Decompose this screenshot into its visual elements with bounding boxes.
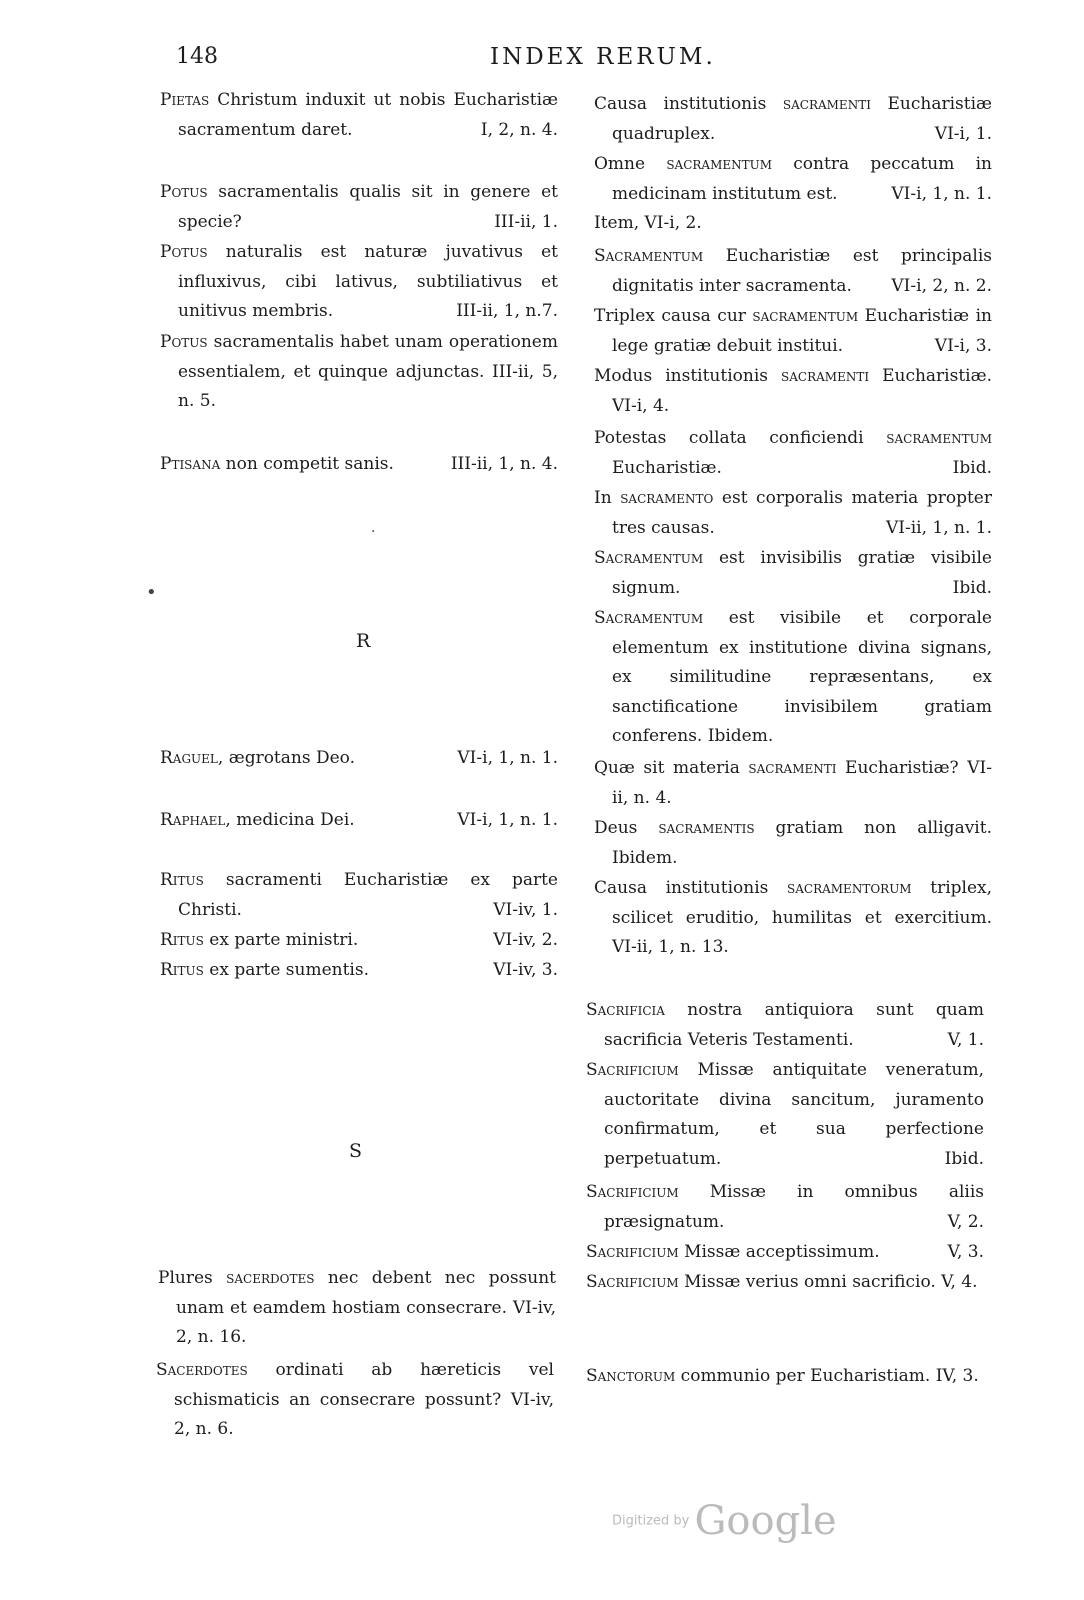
entry-head: sacramenti xyxy=(748,758,837,778)
page-number: 148 xyxy=(176,44,218,69)
index-entry-ritus-2 xyxy=(160,926,558,956)
entry-text: est corporalis materia propter tres causas. xyxy=(612,488,992,538)
entry-reference: III-ii, 1, n.7. xyxy=(456,301,558,321)
index-entry-sacrificium-praesignatum xyxy=(586,1178,984,1237)
entry-text: Missæ verius omni sacrificio. V, 4. xyxy=(678,1272,978,1292)
index-entry-potus-3 xyxy=(160,328,558,417)
google-logo: Google xyxy=(694,1498,837,1544)
entry-prefix: Triplex causa cur xyxy=(594,306,753,326)
entry-text: Eucharistiæ. VI-i, 4. xyxy=(612,366,992,416)
index-entry-potus-1 xyxy=(160,178,558,237)
index-entry-plures-sacerdotes xyxy=(158,1264,556,1353)
entry-head: Sacrificium xyxy=(586,1060,679,1080)
entry-prefix: Deus xyxy=(594,818,659,838)
entry-text: contra peccatum in medicinam institutum est. xyxy=(612,154,992,204)
entry-head: sacramentorum xyxy=(787,878,912,898)
entry-head: Potus xyxy=(160,182,208,202)
index-entry-potestas xyxy=(594,424,992,483)
index-entry-ritus-3 xyxy=(160,956,558,986)
entry-head: Ritus xyxy=(160,870,204,890)
entry-head: sacramentum xyxy=(752,306,859,326)
entry-head: sacramentum xyxy=(666,154,773,174)
entry-text: Missæ in omnibus aliis præsignatum. xyxy=(604,1182,984,1232)
index-entry-sacrificium-verius xyxy=(586,1268,984,1298)
index-entry-causa-sacramentorum xyxy=(594,874,992,963)
entry-head: Sacrificium xyxy=(586,1272,679,1292)
entry-text: est visibile et corporale elementum ex institutione divina signans, ex similitudine repræsentans, ex sanctificatione invisibilem gratiam conferens. Ibidem. xyxy=(612,608,992,746)
index-entry-ritus-1 xyxy=(160,866,558,925)
entry-head: sacramenti xyxy=(782,94,871,114)
entry-text: , medicina Dei. xyxy=(225,810,355,830)
digitized-by-watermark xyxy=(612,1498,837,1544)
entry-reference: VI-i, 3. xyxy=(934,335,992,356)
entry-reference: V, 1. xyxy=(947,1029,984,1050)
entry-reference: I, 2, n. 4. xyxy=(480,119,558,140)
index-entry-pietas xyxy=(160,86,558,145)
entry-prefix: Omne xyxy=(594,154,667,174)
entry-text: Eucharistiæ quadruplex. xyxy=(612,94,993,144)
index-entry-raguel xyxy=(160,744,558,774)
entry-reference: VI-i, 2, n. 2. xyxy=(891,275,992,296)
entry-head: sacramento xyxy=(620,488,714,508)
entry-reference: VI-i, 1, n. 1. xyxy=(457,810,558,830)
entry-head: Sanctorum xyxy=(586,1366,676,1386)
entry-text: ordinati ab hæreticis vel schismaticis an consecrare possunt? VI-iv, 2, n. 6. xyxy=(174,1360,554,1439)
entry-text: ex parte sumentis. xyxy=(203,960,369,980)
entry-reference: VI-i, 1, n. 1. xyxy=(891,183,992,204)
entry-head: Raphael xyxy=(160,810,226,830)
entry-head: Potus xyxy=(160,332,208,352)
entry-head: Sacerdotes xyxy=(156,1360,248,1380)
digitized-by-label: Digitized by xyxy=(612,1513,690,1529)
entry-text: non competit sanis. xyxy=(220,454,394,474)
index-entry-raphael xyxy=(160,806,558,836)
entry-prefix: In xyxy=(594,488,621,508)
index-entry-triplex-causa xyxy=(594,302,992,361)
entry-head: Raguel xyxy=(160,748,218,768)
section-letter-r: R xyxy=(356,630,371,652)
entry-reference: III-ii, 1, n. 4. xyxy=(450,454,558,474)
index-entry-omne-sacramentum xyxy=(594,150,992,239)
entry-prefix: Causa institutionis xyxy=(594,94,783,114)
index-entry-deus-sacramentis xyxy=(594,814,992,873)
entry-text: Eucharistiæ in lege gratiæ debuit institui. xyxy=(612,306,992,356)
entry-continuation: Item, VI-i, 2. xyxy=(594,213,702,233)
index-entry-potus-2 xyxy=(160,238,558,327)
entry-text: , ægrotans Deo. xyxy=(217,748,356,768)
entry-head: Sacramentum xyxy=(594,246,704,266)
entry-text: sacramenti Eucharistiæ ex parte Christi. xyxy=(178,870,558,920)
index-entry-causa-institutionis xyxy=(594,90,992,149)
entry-head: Ritus xyxy=(160,930,204,950)
entry-reference: VI-i, 1, n. 1. xyxy=(457,748,558,768)
index-entry-sanctorum xyxy=(586,1362,984,1392)
entry-text: nostra antiquiora sunt quam sacrificia Veteris Testamenti. xyxy=(604,1000,984,1050)
index-entry-quae-sit-materia xyxy=(594,754,992,813)
entry-head: Potus xyxy=(160,242,208,262)
entry-reference: VI-i, 1. xyxy=(934,123,992,144)
entry-text: ex parte ministri. xyxy=(203,930,359,950)
entry-reference: III-ii, 1. xyxy=(494,211,558,232)
entry-head: sacramentis xyxy=(658,818,755,838)
entry-text: Christum induxit ut nobis Eucharistiæ sacramentum daret. xyxy=(178,90,558,140)
entry-text: Eucharistiæ. xyxy=(612,457,722,478)
entry-text: gratiam non alligavit. Ibidem. xyxy=(612,818,992,868)
entry-head: Pietas xyxy=(160,90,210,110)
entry-text: triplex, scilicet eruditio, humilitas et exercitium. VI-ii, 1, n. 13. xyxy=(612,878,992,957)
index-entry-sacrificium-acceptissimum xyxy=(586,1238,984,1268)
entry-head: Sacrificium xyxy=(586,1182,679,1202)
index-entry-modus-institutionis xyxy=(594,362,992,421)
section-letter-s: S xyxy=(349,1140,363,1162)
index-entry-ptisana xyxy=(160,450,558,480)
entry-reference: V, 2. xyxy=(947,1211,984,1232)
entry-reference: VI-ii, 1, n. 1. xyxy=(885,517,992,538)
entry-text: est invisibilis gratiæ visibile signum. xyxy=(612,548,992,598)
entry-head: sacramenti xyxy=(781,366,870,386)
entry-text: naturalis est naturæ juvativus et influxivus, cibi lativus, subtiliativus et unitivus membris. xyxy=(178,242,558,321)
entry-head: Sacramentum xyxy=(594,608,704,628)
entry-prefix: Causa institutionis xyxy=(594,878,787,898)
entry-text: Missæ antiquitate veneratum, auctoritate divina sancitum, juramento confirmatum, et sua perfectione perpetuatum. xyxy=(604,1060,984,1169)
entry-text: sacramentalis qualis sit in genere et specie? xyxy=(178,182,558,232)
entry-head: Sacrificium xyxy=(586,1242,679,1262)
entry-text: Eucharistiæ? VI-ii, n. 4. xyxy=(612,758,992,808)
entry-head: Sacrificia xyxy=(586,1000,665,1020)
entry-reference: VI-iv, 3. xyxy=(493,960,558,980)
entry-reference: Ibid. xyxy=(944,1148,984,1169)
entry-head: sacramentum xyxy=(886,428,992,448)
page-title: INDEX RERUM. xyxy=(490,44,716,70)
entry-reference: VI-iv, 1. xyxy=(493,899,558,920)
entry-prefix: Quæ sit materia xyxy=(594,758,749,778)
entry-prefix: Potestas collata conficiendi xyxy=(594,428,887,448)
index-entry-sacramentum-elementum xyxy=(594,604,992,752)
entry-text: nec debent nec possunt unam et eamdem hostiam consecrare. VI-iv, 2, n. 16. xyxy=(176,1268,556,1347)
index-entry-sacramentum-dignitatis xyxy=(594,242,992,301)
entry-head: Ritus xyxy=(160,960,204,980)
entry-prefix: Plures xyxy=(158,1268,227,1288)
entry-head: sacerdotes xyxy=(226,1268,315,1288)
entry-text: Eucharistiæ est principalis dignitatis inter sacramenta. xyxy=(612,246,992,296)
entry-head: Ptisana xyxy=(160,454,221,474)
stray-mark: • xyxy=(146,582,157,603)
entry-reference: V, 3. xyxy=(947,1242,984,1262)
entry-reference: Ibid. xyxy=(952,457,992,478)
entry-reference: Ibid. xyxy=(952,577,992,598)
entry-text: Missæ acceptissimum. xyxy=(678,1242,880,1262)
entry-head: Sacramentum xyxy=(594,548,704,568)
index-entry-sacramentum-signum xyxy=(594,544,992,603)
entry-text: communio per Eucharistiam. IV, 3. xyxy=(675,1366,979,1386)
stray-mark: · xyxy=(371,524,376,540)
entry-text: sacramentalis habet unam operationem essentialem, et quinque adjunctas. III-ii, 5, n. 5. xyxy=(178,332,558,411)
index-entry-sacrificia xyxy=(586,996,984,1055)
index-entry-sacerdotes xyxy=(156,1356,554,1445)
index-entry-in-sacramento xyxy=(594,484,992,543)
index-entry-sacrificium-antiquitate xyxy=(586,1056,984,1174)
entry-prefix: Modus institutionis xyxy=(594,366,782,386)
entry-reference: VI-iv, 2. xyxy=(493,930,558,950)
